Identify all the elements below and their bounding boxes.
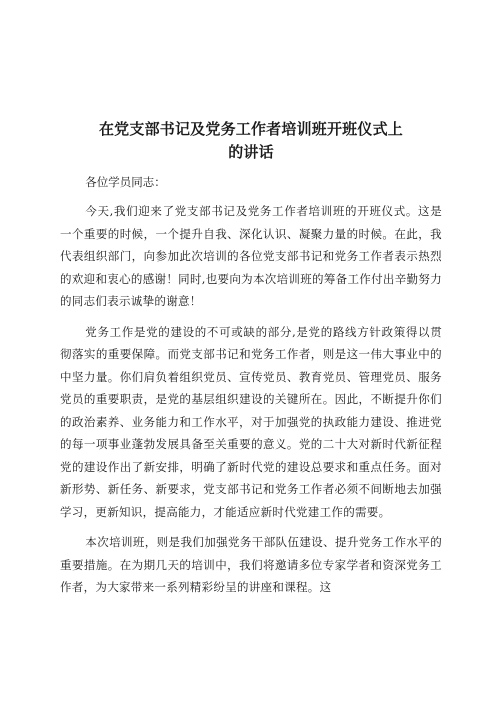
title-line-1: 在党支部书记及党务工作者培训班开班仪式上 [98, 120, 403, 138]
document-title [60, 118, 442, 164]
paragraph-2: 党务工作是党的建设的不可或缺的部分,是党的路线方针政策得以贯彻落实的重要保障。而党支部书记和党务工作者，则是这一伟大事业中的中坚力量。你们肩负着组织党员、宣传党员、教育党员、管理党员、服务党员的重要职责，是党的基层组织建设的关键所在。因此，不断提升你们的政治素养、业务能力和工作水平，对于加强党的执政能力建设、推进党的每一项事业蓬勃发展具备至关重要的意义。党的二十大对新时代新征程党的建设作出了新安排，明确了新时代党的建设总要求和重点任务。面对新形势、新任务、新要求，党支部书记和党务工作者必须不间断地去加强学习，更新知识，提高能力，才能适应新时代党建工作的需要。 [60, 324, 442, 519]
paragraph-1: 今天,我们迎来了党支部书记及党务工作者培训班的开班仪式。这是一个重要的时候，一个提升自我、深化认识、凝聚力量的时候。在此，我代表组织部门，向参加此次培训的各位党支部书记和党务工作者表示热烈的欢迎和衷心的感谢！同时,也要向为本次培训班的筹备工作付出辛勤努力的同志们表示诚挚的谢意！ [60, 204, 442, 308]
salutation: 各位学员同志： [85, 175, 166, 189]
title-line-2: 的讲话 [228, 143, 274, 161]
paragraph-3: 本次培训班，则是我们加强党务干部队伍建设、提升党务工作水平的重要措施。在为期几天的培训中，我们将邀请多位专家学者和资深党务工作者，为大家带来一系列精彩纷呈的讲座和课程。这 [60, 535, 442, 594]
